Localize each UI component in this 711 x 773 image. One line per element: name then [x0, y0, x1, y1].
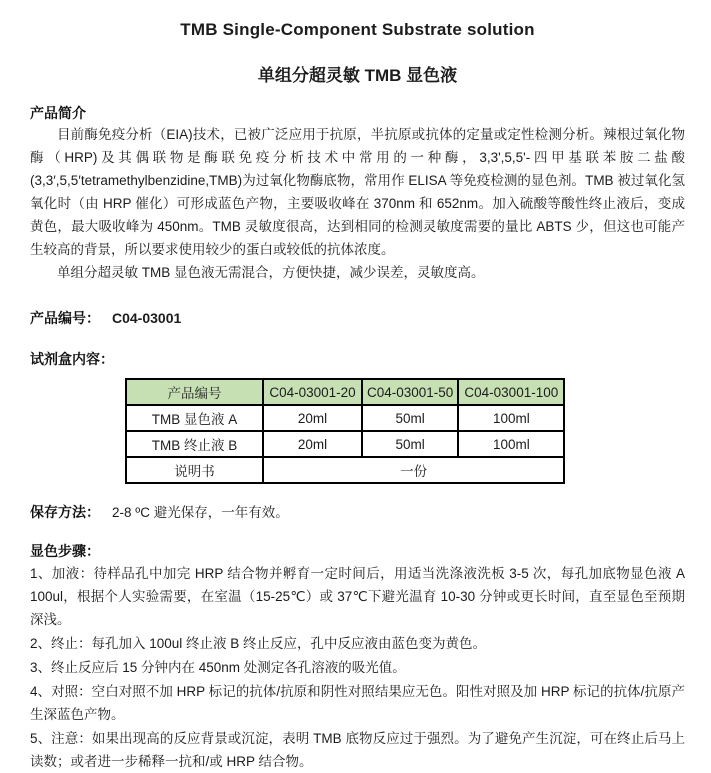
table-row-stop-solution-b [126, 431, 564, 457]
storage-row [30, 501, 685, 522]
step-1-add-solution: 1、加液：待样品孔中加完 HRP 结合物并孵育一定时间后，用适当洗涤液洗板 3-5 次，每孔加底物显色液 A 100ul，根据个人实验需要，在室温（15-25℃）或 37℃下避光温育 10-30 分钟或更长时间，直至显色至预期深浅。 [30, 566, 685, 627]
kit-table-header-size-100: C04-03001-100 [458, 379, 564, 405]
manual-quantity: 一份 [263, 457, 564, 483]
page-title-english: TMB Single-Component Substrate solution [180, 20, 535, 39]
substrate-a-volume-50: 50ml [362, 405, 458, 431]
kit-table-header-row [126, 379, 564, 405]
page-title-chinese: 单组分超灵敏 TMB 显色液 [257, 66, 458, 85]
product-code-label: 产品编号： [30, 310, 100, 326]
section-heading-color-steps: 显色步骤： [30, 543, 100, 559]
product-code-row [30, 308, 685, 328]
kit-table-header-size-50: C04-03001-50 [362, 379, 458, 405]
step-5-caution: 5、注意：如果出现高的反应背景或沉淀，表明 TMB 底物反应过于强烈。为了避免产生沉淀，可在终止后马上读数；或者进一步稀释一抗和/或 HRP 结合物。 [30, 731, 685, 769]
stop-b-volume-50: 50ml [362, 431, 458, 457]
row-name-substrate-a: TMB 显色液 A [126, 405, 263, 431]
storage-label: 保存方法： [30, 504, 100, 520]
substrate-a-volume-100: 100ml [458, 405, 564, 431]
table-row-substrate-a [126, 405, 564, 431]
storage-text: 2-8 ºC 避光保存，一年有效。 [112, 505, 289, 520]
step-3-measure: 3、终止反应后 15 分钟内在 450nm 处测定各孔溶液的吸光值。 [30, 660, 406, 675]
step-2-stop: 2、终止：每孔加入 100ul 终止液 B 终止反应，孔中反应液由蓝色变为黄色。 [30, 636, 487, 651]
intro-paragraph-2: 单组分超灵敏 TMB 显色液无需混合，方便快捷，减少误差，灵敏度高。 [57, 265, 485, 280]
step-4-controls: 4、对照：空白对照不加 HRP 标记的抗体/抗原和阴性对照结果应无色。阳性对照及加 HRP 标记的抗体/抗原产生深蓝色产物。 [30, 684, 685, 722]
intro-paragraph-1: 目前酶免疫分析（EIA)技术，已被广泛应用于抗原，半抗原或抗体的定量或定性检测分析。辣根过氧化物酶（HRP)及其偶联物是酶联免疫分析技术中常用的一种酶，3,3',5,5'-四甲基联苯胺二盐酸(3,3′,5,5′tetramethylbenzidine,TMB)为过氧化物酶底物，常用作 ELISA 等免疫检测的显色剂。TMB 被过氧化氢氧化时（由 HRP 催化）可形成蓝色产物，主要吸收峰在 370nm 和 652nm。加入硫酸等酸性终止液后，变成黄色，最大吸收峰为 450nm。TMB 灵敏度很高，达到相同的检测灵敏度需要的量比 ABTS 少，但这也可能产生较高的背景，所以要求使用较少的蛋白或较低的抗体浓度。 [30, 127, 685, 257]
kit-table-header-product-code: 产品编号 [126, 379, 263, 405]
kit-table-header-size-20: C04-03001-20 [263, 379, 362, 405]
substrate-a-volume-20: 20ml [263, 405, 362, 431]
stop-b-volume-20: 20ml [263, 431, 362, 457]
row-name-manual: 说明书 [126, 457, 263, 483]
section-heading-product-intro: 产品简介 [30, 105, 86, 121]
row-name-stop-solution-b: TMB 终止液 B [126, 431, 263, 457]
section-heading-kit-contents: 试剂盒内容： [30, 351, 114, 367]
stop-b-volume-100: 100ml [458, 431, 564, 457]
table-row-manual [126, 457, 564, 483]
kit-contents-table [125, 378, 565, 484]
product-code-value: C04-03001 [112, 310, 182, 326]
